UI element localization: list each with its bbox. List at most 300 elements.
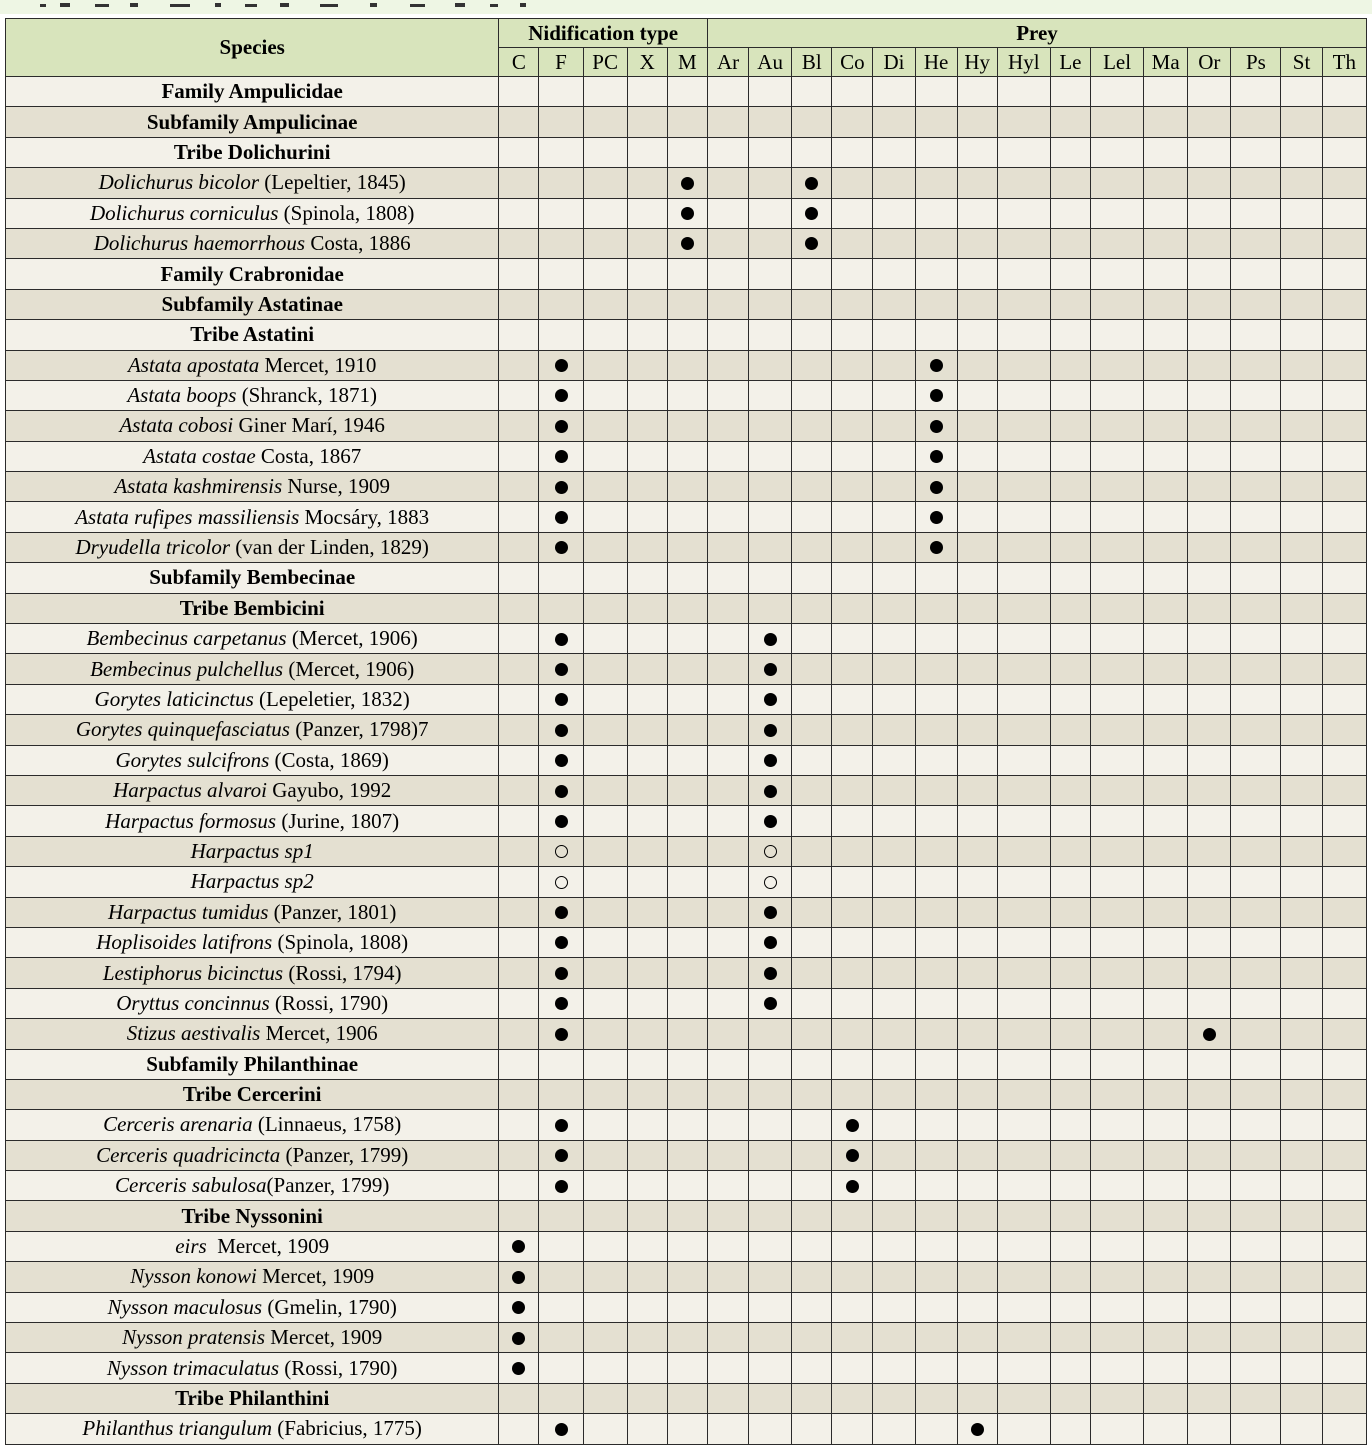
species-binomial: Bembecinus pulchellus	[90, 656, 284, 681]
cell-ps	[1231, 441, 1281, 471]
cell-co	[832, 228, 873, 258]
cell-f	[539, 289, 583, 319]
cell-bl	[792, 77, 832, 107]
cell-bl	[792, 289, 832, 319]
taxon-heading-row	[6, 1079, 1367, 1109]
cell-ma	[1144, 532, 1188, 562]
cell-c	[499, 1292, 539, 1322]
cell-co	[832, 958, 873, 988]
cell-x	[627, 867, 667, 897]
cell-au	[749, 563, 792, 593]
filled-circle-icon	[930, 389, 943, 402]
filled-circle-icon	[555, 724, 568, 737]
cell-bl	[792, 806, 832, 836]
species-row	[6, 411, 1367, 441]
cell-co	[832, 806, 873, 836]
species-name-cell	[6, 654, 499, 684]
species-binomial: Hoplisoides latifrons	[96, 930, 273, 955]
cell-or	[1188, 836, 1231, 866]
cell-or	[1188, 593, 1231, 623]
cell-au	[749, 1323, 792, 1353]
cell-hyl	[997, 775, 1050, 805]
cell-lel	[1090, 1079, 1143, 1109]
cell-he	[915, 593, 957, 623]
cell-pc	[583, 563, 627, 593]
cell-hyl	[997, 1171, 1050, 1201]
taxon-heading-label: Tribe Bembicini	[6, 593, 499, 623]
cell-x	[627, 1201, 667, 1231]
cell-pc	[583, 988, 627, 1018]
species-authority: Mercet, 1906	[260, 1021, 378, 1046]
cell-le	[1050, 775, 1090, 805]
cell-x	[627, 715, 667, 745]
species-row	[6, 441, 1367, 471]
cell-m	[667, 107, 707, 137]
cell-st	[1281, 380, 1322, 410]
cell-f	[539, 775, 583, 805]
species-name-cell	[6, 472, 499, 502]
cell-th	[1322, 593, 1366, 623]
cell-ps	[1231, 320, 1281, 350]
header-row-groups	[6, 19, 1367, 48]
cell-c	[499, 1140, 539, 1170]
cell-ma	[1144, 806, 1188, 836]
cell-le	[1050, 198, 1090, 228]
cell-ps	[1231, 107, 1281, 137]
filled-circle-icon	[930, 541, 943, 554]
cell-pc	[583, 1049, 627, 1079]
species-authority: (Panzer, 1799)	[280, 1142, 409, 1167]
cell-he	[915, 380, 957, 410]
species-row	[6, 1140, 1367, 1170]
cell-c	[499, 806, 539, 836]
species-authority: (Linnaeus, 1758)	[252, 1112, 402, 1137]
cell-co	[832, 927, 873, 957]
column-header-bl: Bl	[792, 48, 832, 77]
cell-hy	[957, 624, 997, 654]
species-name-cell	[6, 411, 499, 441]
cell-x	[627, 897, 667, 927]
cell-hyl	[997, 107, 1050, 137]
cell-he	[915, 1049, 957, 1079]
cell-bl	[792, 927, 832, 957]
cell-hyl	[997, 1262, 1050, 1292]
cell-he	[915, 745, 957, 775]
cell-th	[1322, 198, 1366, 228]
cell-au	[749, 988, 792, 1018]
taxon-heading-label: Subfamily Astatinae	[6, 289, 499, 319]
cell-lel	[1090, 715, 1143, 745]
cell-c	[499, 867, 539, 897]
cell-he	[915, 1262, 957, 1292]
cell-x	[627, 77, 667, 107]
cell-pc	[583, 1231, 627, 1261]
cell-ar	[707, 380, 748, 410]
species-binomial: Harpactus formosus	[105, 808, 277, 833]
species-name-cell	[6, 806, 499, 836]
filled-circle-icon	[555, 785, 568, 798]
species-authority: (Jurine, 1807)	[276, 808, 400, 833]
cell-ma	[1144, 1231, 1188, 1261]
species-authority: (Spinola, 1808)	[278, 200, 415, 225]
cell-ps	[1231, 1353, 1281, 1383]
cell-x	[627, 1019, 667, 1049]
cell-ps	[1231, 684, 1281, 714]
cell-x	[627, 441, 667, 471]
column-header-ps: Ps	[1231, 48, 1281, 77]
cell-ma	[1144, 289, 1188, 319]
cell-or	[1188, 1049, 1231, 1079]
cell-c	[499, 472, 539, 502]
cell-ps	[1231, 259, 1281, 289]
cell-x	[627, 532, 667, 562]
cell-ar	[707, 1231, 748, 1261]
cell-th	[1322, 411, 1366, 441]
cell-bl	[792, 1383, 832, 1413]
filled-circle-icon	[555, 541, 568, 554]
column-header-f: F	[539, 48, 583, 77]
cell-di	[873, 411, 915, 441]
cell-st	[1281, 350, 1322, 380]
cell-f	[539, 350, 583, 380]
cell-c	[499, 168, 539, 198]
cell-he	[915, 320, 957, 350]
cell-lel	[1090, 411, 1143, 441]
species-authority: (Rossi, 1790)	[269, 990, 389, 1015]
cell-pc	[583, 168, 627, 198]
cell-lel	[1090, 259, 1143, 289]
cell-ma	[1144, 472, 1188, 502]
cell-bl	[792, 1019, 832, 1049]
cell-x	[627, 745, 667, 775]
column-header-ar: Ar	[707, 48, 748, 77]
cell-he	[915, 927, 957, 957]
species-binomial: Cerceris quadricincta	[96, 1142, 281, 1167]
cell-st	[1281, 715, 1322, 745]
taxon-heading-row	[6, 1049, 1367, 1079]
filled-circle-icon	[764, 906, 777, 919]
cell-co	[832, 1323, 873, 1353]
taxon-heading-row	[6, 77, 1367, 107]
cell-st	[1281, 502, 1322, 532]
cell-di	[873, 1049, 915, 1079]
taxon-heading-label: Subfamily Bembecinae	[6, 563, 499, 593]
species-name-cell	[6, 1262, 499, 1292]
cell-th	[1322, 1019, 1366, 1049]
cell-ps	[1231, 654, 1281, 684]
cell-ma	[1144, 502, 1188, 532]
cell-m	[667, 836, 707, 866]
cell-lel	[1090, 1140, 1143, 1170]
cell-or	[1188, 1110, 1231, 1140]
cell-f	[539, 684, 583, 714]
cell-c	[499, 502, 539, 532]
cell-st	[1281, 411, 1322, 441]
cell-di	[873, 137, 915, 167]
cell-ps	[1231, 897, 1281, 927]
cell-ps	[1231, 1323, 1281, 1353]
cell-st	[1281, 198, 1322, 228]
cell-f	[539, 988, 583, 1018]
cell-le	[1050, 1323, 1090, 1353]
cell-le	[1050, 289, 1090, 319]
species-binomial: Nysson pratensis	[122, 1325, 266, 1350]
cell-he	[915, 441, 957, 471]
species-name-cell	[6, 988, 499, 1018]
cell-st	[1281, 958, 1322, 988]
cell-pc	[583, 532, 627, 562]
cell-m	[667, 137, 707, 167]
cell-hy	[957, 289, 997, 319]
cell-hyl	[997, 654, 1050, 684]
cell-ma	[1144, 624, 1188, 654]
cell-hy	[957, 1292, 997, 1322]
cell-le	[1050, 1201, 1090, 1231]
cell-he	[915, 1292, 957, 1322]
cell-co	[832, 1049, 873, 1079]
cell-ar	[707, 958, 748, 988]
cell-pc	[583, 289, 627, 319]
cell-pc	[583, 684, 627, 714]
cell-hyl	[997, 259, 1050, 289]
cell-ma	[1144, 1140, 1188, 1170]
cell-c	[499, 836, 539, 866]
cell-co	[832, 1110, 873, 1140]
cell-x	[627, 1079, 667, 1109]
cell-hyl	[997, 1383, 1050, 1413]
species-row	[6, 624, 1367, 654]
cell-hy	[957, 472, 997, 502]
cell-co	[832, 1171, 873, 1201]
cell-st	[1281, 107, 1322, 137]
cell-ar	[707, 775, 748, 805]
cell-le	[1050, 684, 1090, 714]
cell-pc	[583, 867, 627, 897]
cell-st	[1281, 563, 1322, 593]
cell-le	[1050, 745, 1090, 775]
cell-or	[1188, 1019, 1231, 1049]
cell-hyl	[997, 988, 1050, 1018]
species-row	[6, 350, 1367, 380]
cell-le	[1050, 1231, 1090, 1261]
cell-f	[539, 1353, 583, 1383]
cell-bl	[792, 1079, 832, 1109]
cell-hy	[957, 1262, 997, 1292]
column-header-st: St	[1281, 48, 1322, 77]
filled-circle-icon	[555, 1180, 568, 1193]
cell-m	[667, 1414, 707, 1444]
cell-bl	[792, 1414, 832, 1444]
species-binomial: Harpactus sp2	[190, 869, 314, 894]
cell-ar	[707, 1262, 748, 1292]
cell-lel	[1090, 593, 1143, 623]
cell-th	[1322, 137, 1366, 167]
cell-lel	[1090, 380, 1143, 410]
cell-th	[1322, 806, 1366, 836]
cell-au	[749, 624, 792, 654]
column-header-m: M	[667, 48, 707, 77]
cell-le	[1050, 411, 1090, 441]
cell-lel	[1090, 1049, 1143, 1079]
filled-circle-icon	[930, 450, 943, 463]
cell-m	[667, 806, 707, 836]
species-name-cell	[6, 715, 499, 745]
cell-lel	[1090, 532, 1143, 562]
cell-pc	[583, 593, 627, 623]
cell-c	[499, 988, 539, 1018]
cell-ps	[1231, 1019, 1281, 1049]
filled-circle-icon	[805, 177, 818, 190]
cell-bl	[792, 320, 832, 350]
species-row	[6, 532, 1367, 562]
cell-hyl	[997, 897, 1050, 927]
cell-m	[667, 532, 707, 562]
species-binomial: eirs	[175, 1234, 207, 1259]
cell-bl	[792, 1262, 832, 1292]
cell-hyl	[997, 1231, 1050, 1261]
filled-circle-icon	[764, 815, 777, 828]
cell-th	[1322, 775, 1366, 805]
cell-st	[1281, 137, 1322, 167]
open-circle-icon	[555, 876, 568, 889]
cell-or	[1188, 1292, 1231, 1322]
cell-m	[667, 775, 707, 805]
cell-co	[832, 198, 873, 228]
cell-st	[1281, 228, 1322, 258]
cell-le	[1050, 1110, 1090, 1140]
cell-x	[627, 654, 667, 684]
taxon-heading-row	[6, 107, 1367, 137]
cell-ar	[707, 1079, 748, 1109]
cell-th	[1322, 1079, 1366, 1109]
cell-th	[1322, 927, 1366, 957]
cell-f	[539, 1231, 583, 1261]
cell-m	[667, 289, 707, 319]
cell-pc	[583, 1353, 627, 1383]
species-name-cell	[6, 775, 499, 805]
cell-ma	[1144, 654, 1188, 684]
cell-au	[749, 107, 792, 137]
cell-st	[1281, 806, 1322, 836]
cell-le	[1050, 1079, 1090, 1109]
cell-f	[539, 897, 583, 927]
cell-ar	[707, 1201, 748, 1231]
species-name-cell	[6, 1292, 499, 1322]
filled-circle-icon	[846, 1149, 859, 1162]
species-authority: (Fabricius, 1775)	[272, 1416, 422, 1441]
cell-au	[749, 77, 792, 107]
cell-au	[749, 1049, 792, 1079]
cell-ma	[1144, 867, 1188, 897]
cell-f	[539, 836, 583, 866]
species-name-cell	[6, 958, 499, 988]
species-binomial: Dolichurus haemorrhous	[93, 231, 306, 256]
cell-di	[873, 1231, 915, 1261]
cell-c	[499, 1019, 539, 1049]
species-authority: (Panzer, 1801)	[268, 899, 397, 924]
cell-he	[915, 867, 957, 897]
cell-hy	[957, 107, 997, 137]
cell-th	[1322, 350, 1366, 380]
cell-he	[915, 624, 957, 654]
species-row	[6, 775, 1367, 805]
filled-circle-icon	[764, 997, 777, 1010]
cell-hy	[957, 350, 997, 380]
cell-di	[873, 107, 915, 137]
filled-circle-icon	[555, 906, 568, 919]
cell-ma	[1144, 77, 1188, 107]
cell-ma	[1144, 1110, 1188, 1140]
cell-th	[1322, 867, 1366, 897]
cell-hyl	[997, 1414, 1050, 1444]
cell-or	[1188, 137, 1231, 167]
cell-au	[749, 532, 792, 562]
cell-c	[499, 1079, 539, 1109]
cell-x	[627, 1292, 667, 1322]
cell-x	[627, 1414, 667, 1444]
cell-c	[499, 532, 539, 562]
cell-le	[1050, 168, 1090, 198]
cell-c	[499, 198, 539, 228]
cell-st	[1281, 1383, 1322, 1413]
cell-le	[1050, 320, 1090, 350]
cell-st	[1281, 836, 1322, 866]
filled-circle-icon	[764, 663, 777, 676]
cell-c	[499, 1323, 539, 1353]
cell-st	[1281, 867, 1322, 897]
cell-hy	[957, 1353, 997, 1383]
cell-co	[832, 563, 873, 593]
cell-le	[1050, 532, 1090, 562]
cell-au	[749, 1140, 792, 1170]
cell-au	[749, 411, 792, 441]
cell-f	[539, 198, 583, 228]
cell-th	[1322, 654, 1366, 684]
cell-pc	[583, 1383, 627, 1413]
cell-le	[1050, 1019, 1090, 1049]
cell-m	[667, 259, 707, 289]
taxon-heading-row	[6, 593, 1367, 623]
cell-he	[915, 168, 957, 198]
cell-x	[627, 775, 667, 805]
cell-m	[667, 897, 707, 927]
cell-hy	[957, 441, 997, 471]
cell-ps	[1231, 502, 1281, 532]
cell-pc	[583, 380, 627, 410]
cell-co	[832, 593, 873, 623]
cell-di	[873, 1110, 915, 1140]
column-header-th: Th	[1322, 48, 1366, 77]
cell-pc	[583, 1292, 627, 1322]
cell-bl	[792, 441, 832, 471]
cell-c	[499, 927, 539, 957]
species-binomial: Nysson konowi	[130, 1264, 257, 1289]
column-header-he: He	[915, 48, 957, 77]
filled-circle-icon	[555, 481, 568, 494]
species-row	[6, 1323, 1367, 1353]
cell-le	[1050, 958, 1090, 988]
cell-c	[499, 897, 539, 927]
cell-hy	[957, 137, 997, 167]
cell-f	[539, 1201, 583, 1231]
cell-st	[1281, 1171, 1322, 1201]
cell-pc	[583, 137, 627, 167]
cell-le	[1050, 624, 1090, 654]
cell-m	[667, 593, 707, 623]
species-row	[6, 1231, 1367, 1261]
cell-hy	[957, 411, 997, 441]
cell-bl	[792, 1353, 832, 1383]
